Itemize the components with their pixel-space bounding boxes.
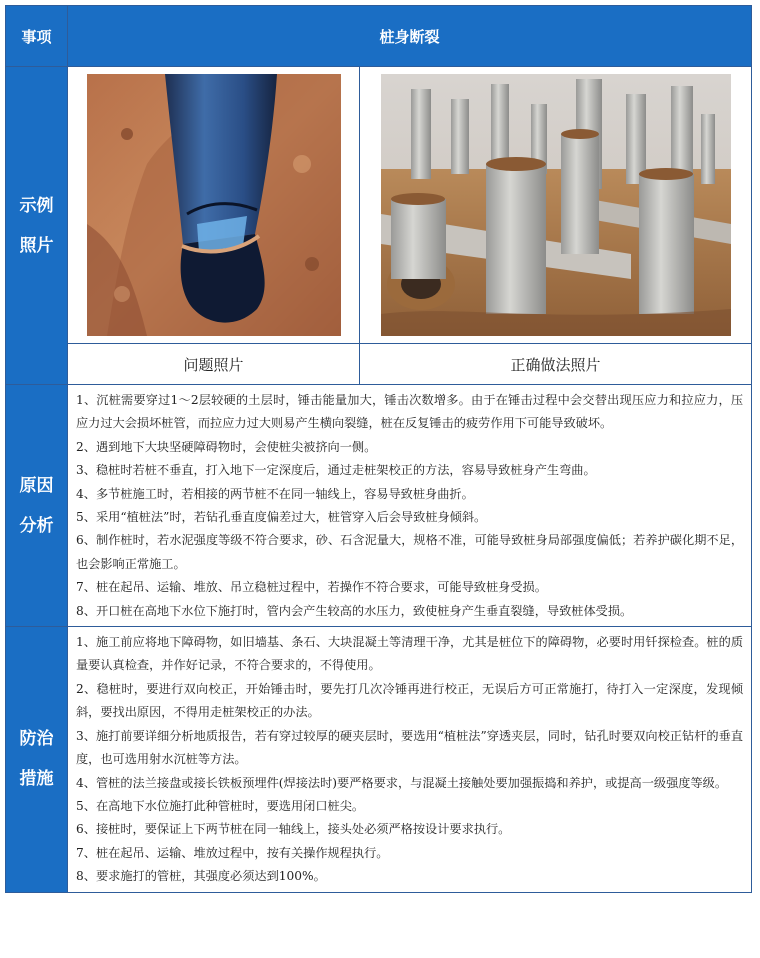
correct-photo — [381, 74, 731, 336]
problem-photo — [87, 74, 341, 336]
measure-item: 8、要求施打的管桩，其强度必须达到100%。 — [76, 869, 326, 884]
cause-item: 4、多节桩施工时，若相接的两节桩不在同一轴线上，容易导致桩身曲折。 — [76, 486, 474, 501]
correct-photo-caption: 正确做法照片 — [360, 344, 752, 385]
measures-label-line1: 防治 — [19, 729, 54, 750]
measures-text — [68, 627, 752, 892]
photo-row — [6, 67, 752, 344]
measures-row — [6, 627, 752, 892]
cause-item: 1、沉桩需要穿过1～2层较硬的土层时，锤击能量加大，锤击次数增多。由于在锤击过程中会交替出现压应力和拉应力，压应力过大会损坏桩管，而拉应力过大则易产生横向裂缝，桩在反复锤击的疲劳作用下可能导致破坏。 — [76, 393, 744, 431]
causes-label-line2: 分析 — [19, 515, 54, 536]
measure-item: 7、桩在起吊、运输、堆放过程中，按有关操作规程执行。 — [76, 845, 389, 860]
measure-item: 5、在高地下水位施打此种管桩时，要选用闭口桩尖。 — [76, 798, 365, 813]
header-row — [6, 6, 752, 67]
cause-item: 7、桩在起吊、运输、堆放、吊立稳桩过程中，若操作不符合要求，可能导致桩身受损。 — [76, 580, 547, 595]
header-col2: 桩身断裂 — [68, 6, 752, 67]
cause-item: 6、制作桩时，若水泥强度等级不符合要求，砂、石含泥量大，规格不准，可能导致桩身局部强度偏低；若养护碳化期不足，也会影响正常施工。 — [76, 533, 744, 571]
correct-photo-cell — [360, 67, 752, 344]
causes-row — [6, 385, 752, 627]
measure-item: 6、接桩时，要保证上下两节桩在同一轴线上，接头处必须严格按设计要求执行。 — [76, 822, 511, 837]
measure-item: 2、稳桩时，要进行双向校正，开始锤击时，要先打几次冷锤再进行校正，无误后方可正常施打，待打入一定深度，发现倾斜，要找出原因，不得用走桩架校正的办法。 — [76, 681, 744, 720]
pile-fracture-sheet — [5, 5, 751, 953]
measures-label — [6, 627, 68, 892]
header-col1: 事项 — [6, 6, 68, 67]
cause-item: 3、稳桩时若桩不垂直，打入地下一定深度后，通过走桩架校正的方法，容易导致桩身产生弯曲。 — [76, 463, 596, 478]
cause-item: 8、开口桩在高地下水位下施打时，管内会产生较高的水压力，致使桩身产生垂直裂缝，导致桩体受损。 — [76, 603, 633, 618]
cause-item: 2、遇到地下大块坚硬障碍物时，会使桩尖被挤向一侧。 — [76, 439, 377, 454]
caption-row — [6, 344, 752, 385]
measure-item: 4、管桩的法兰接盘或接长铁板预埋件(焊接法时)要严格要求，与混凝土接触处要加强振捣和养护，或提高一级强度等级。 — [76, 775, 728, 790]
photos-label-line1: 示例 — [19, 195, 54, 216]
measure-item: 3、施打前要详细分析地质报告，若有穿过较厚的硬夹层时，要选用“植桩法”穿透夹层，同时，钻孔时要双向校正钻杆的垂直度，也可选用射水沉桩等方法。 — [76, 728, 744, 767]
causes-label — [6, 385, 68, 627]
causes-label-line1: 原因 — [19, 475, 54, 496]
pile-fracture-table — [5, 5, 752, 893]
problem-photo-caption: 问题照片 — [68, 344, 360, 385]
problem-photo-cell — [68, 67, 360, 344]
cause-item: 5、采用“植桩法”时，若钻孔垂直度偏差过大，桩管穿入后会导致桩身倾斜。 — [76, 510, 487, 525]
causes-text — [68, 385, 752, 627]
measure-item: 1、施工前应将地下障碍物，如旧墙基、条石、大块混凝土等清理干净，尤其是桩位下的障碍物，必要时用钎探检查。桩的质量要认真检查，并作好记录，不符合要求的，不得使用。 — [76, 635, 744, 673]
photos-label-line2: 照片 — [19, 235, 54, 256]
photos-label — [6, 67, 68, 385]
measures-label-line2: 措施 — [19, 769, 54, 790]
